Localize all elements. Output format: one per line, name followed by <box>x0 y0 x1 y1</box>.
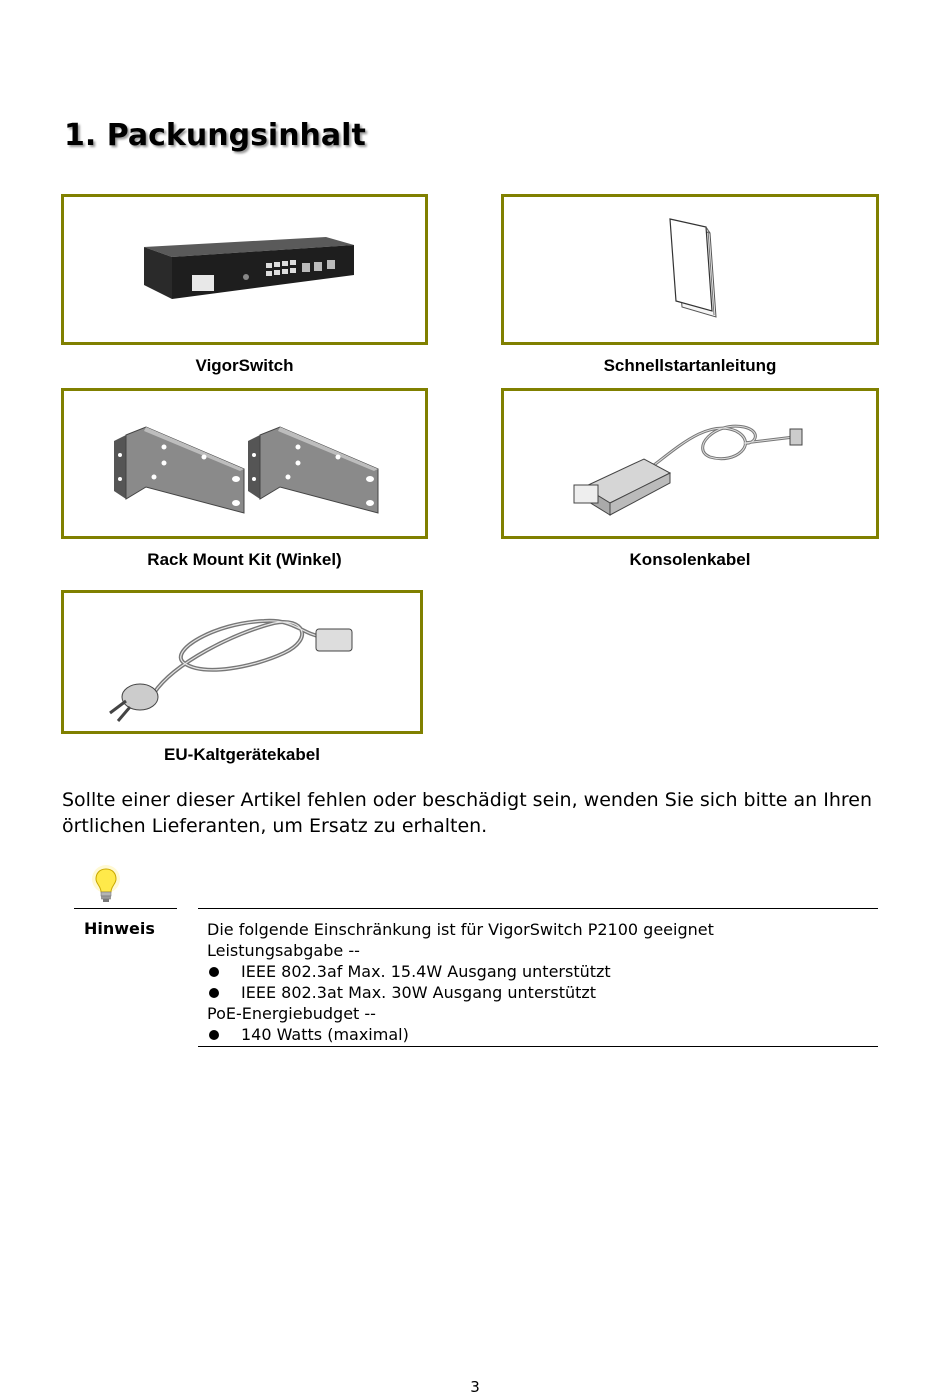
caption-vigorswitch: VigorSwitch <box>195 356 294 375</box>
rack-mount-kit-image-frame <box>61 388 428 539</box>
note-bullet-text: IEEE 802.3at Max. 30W Ausgang unterstützt <box>241 983 597 1002</box>
vigorswitch-image <box>64 197 425 342</box>
quick-start-guide-image-frame <box>501 194 879 345</box>
note-body-top-rule <box>198 908 878 909</box>
page-number: 3 <box>470 1378 480 1396</box>
note-label-top-rule <box>74 908 177 909</box>
caption-quick-start-guide: Schnellstartanleitung <box>603 356 777 375</box>
note-bottom-rule <box>198 1046 878 1047</box>
note-bullet-item <box>207 961 877 982</box>
console-cable-image <box>504 391 876 536</box>
quick-start-guide-image <box>504 197 876 342</box>
console-cable-image-frame <box>501 388 879 539</box>
note-poe-budget: PoE-Energiebudget -- <box>207 1004 376 1023</box>
note-bullet-item <box>207 982 877 1003</box>
rack-mount-kit-image <box>64 391 425 536</box>
lightbulb-icon <box>89 864 123 906</box>
caption-power-cord: EU-Kaltgerätekabel <box>164 745 320 764</box>
power-cord-image-frame <box>61 590 423 734</box>
note-power-output: Leistungsabgabe -- <box>207 941 360 960</box>
note-bullet-item <box>207 1024 877 1045</box>
vigorswitch-image-frame <box>61 194 428 345</box>
caption-console-cable: Konsolenkabel <box>629 550 751 569</box>
bullet-dot-icon <box>209 1030 219 1040</box>
page-title: 1. Packungsinhalt <box>64 118 366 153</box>
caption-rack-mount-kit: Rack Mount Kit (Winkel) <box>147 550 342 569</box>
note-bullet-text: 140 Watts (maximal) <box>241 1025 409 1044</box>
note-intro: Die folgende Einschränkung ist für VigorSwitch P2100 geeignet <box>207 920 714 939</box>
missing-items-paragraph: Sollte einer dieser Artikel fehlen oder beschädigt sein, wenden Sie sich bitte an Ihren örtlichen Lieferanten, um Ersatz zu erhalten. <box>62 789 873 837</box>
note-bullet-text: IEEE 802.3af Max. 15.4W Ausgang unterstützt <box>241 962 611 981</box>
note-body <box>207 919 877 1045</box>
bullet-dot-icon <box>209 988 219 998</box>
power-cord-image <box>64 593 420 731</box>
bullet-dot-icon <box>209 967 219 977</box>
note-label: Hinweis <box>84 919 155 938</box>
